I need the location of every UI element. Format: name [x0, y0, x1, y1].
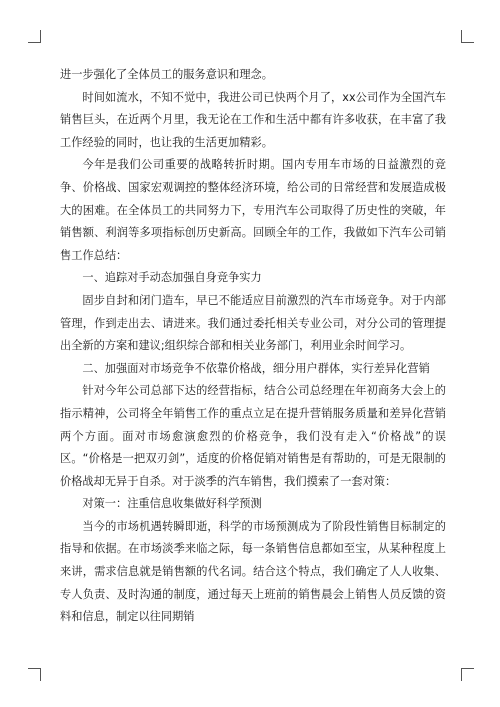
- subsection-heading: 对策一：注重信息收集做好科学预测: [82, 497, 262, 511]
- crop-mark-top-left: [28, 30, 41, 43]
- paragraph: 时间如流水，不知不觉中，我进公司已快两个月了，xx公司作为全国汽车销售巨头，在近两个月里，我无论在工作和生活中都有许多收获，在丰富了我工作经验的同时，也让我的生活更加精彩。: [60, 90, 446, 149]
- crop-mark-bottom-left: [28, 668, 41, 681]
- crop-mark-bottom-right: [461, 668, 474, 681]
- section-heading: 一、追踪对手动态加强自身竞争实力: [82, 271, 262, 285]
- paragraph: 进一步强化了全体员工的服务意识和理念。: [60, 68, 273, 81]
- paragraph: 固步自封和闭门造车，早已不能适应目前激烈的汽车市场竞争。对于内部管理，作到走出去、请进来。我们通过委托相关专业公司，对分公司的管理提出全新的方案和建议;组织综合部和相关业务部门，利用业余时间学习。: [60, 293, 446, 353]
- paragraph: 针对今年公司总部下达的经营指标，结合公司总经理在年初商务大会上的指示精神，公司将全年销售工作的重点立足在提升营销服务质量和差异化营销两个方面。面对市场愈演愈烈的价格竞争，我们没有走入“价格战”的误区。“价格是一把双刃剑”，适度的价格促销对销售是有帮助的，可是无限制的价格战却无异于自杀。对于淡季的汽车销售，我们摸索了一套对策：: [60, 384, 446, 488]
- crop-mark-top-right: [461, 30, 474, 43]
- paragraph: 当今的市场机遇转瞬即逝，科学的市场预测成为了阶段性销售目标制定的指导和依据。在市场淡季来临之际，每一条销售信息都如至宝，从某种程度上来讲，需求信息就是销售额的代名词。结合这个特点，我们确定了人人收集、专人负责、及时沟通的制度，通过每天上班前的销售晨会上销售人员反馈的资料和信息，制定以往同期销: [60, 519, 446, 624]
- document-body: [60, 64, 446, 629]
- paragraph: 今年是我们公司重要的战略转折时期。国内专用车市场的日益激烈的竞争、价格战、国家宏观调控的整体经济环境，给公司的日常经营和发展造成极大的困难。在全体员工的共同努力下，专用汽车公司取得了历史性的突破，年销售额、利润等多项指标创历史新高。回顾全年的工作，我做如下汽车公司销售工作总结：: [60, 158, 446, 262]
- section-heading: 二、加强面对市场竞争不依靠价格战，细分用户群体，实行差异化营销: [82, 361, 430, 375]
